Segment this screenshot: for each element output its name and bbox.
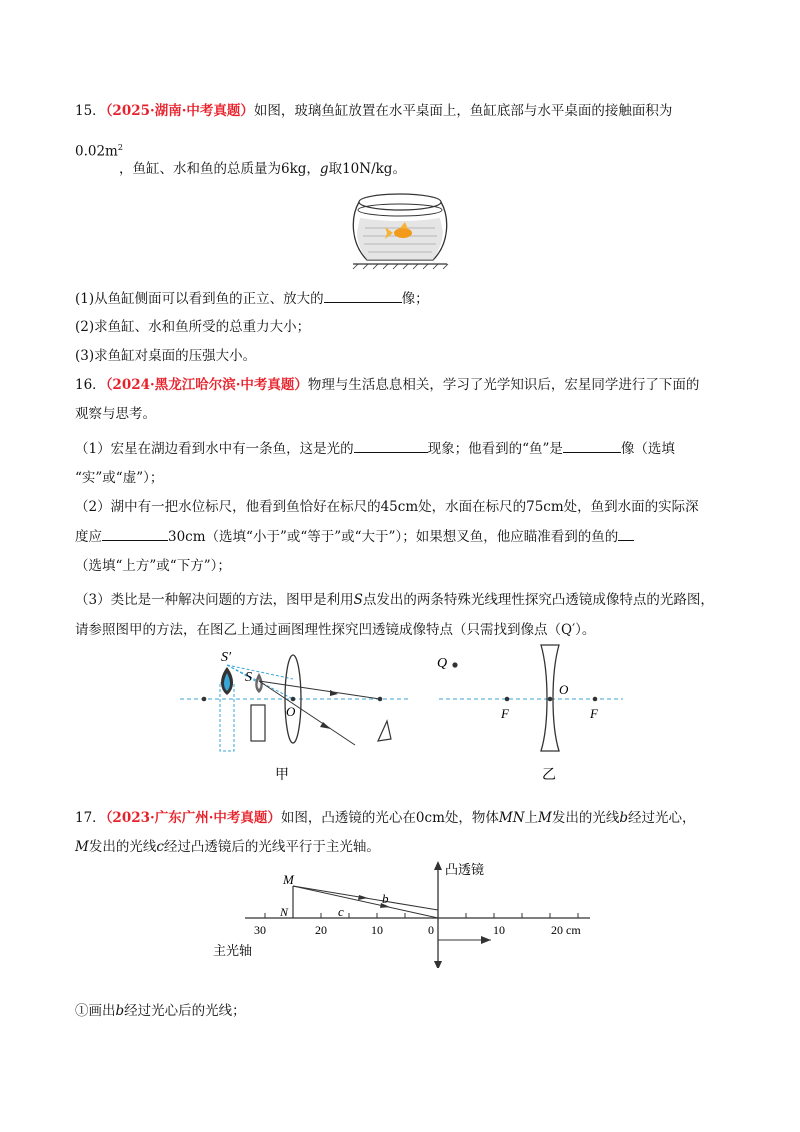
q16-source: （2024·黑龙江哈尔滨·中考真题） bbox=[105, 377, 308, 393]
q17-sub1: ①画出b经过光心后的光线； bbox=[75, 1003, 246, 1019]
q15-source: （2025·湖南·中考真题） bbox=[105, 103, 254, 119]
label-m: M bbox=[283, 872, 294, 887]
eye-icon bbox=[378, 721, 391, 741]
q15-number: 15． bbox=[75, 103, 106, 119]
caption-jia: 甲 bbox=[275, 768, 289, 783]
q15-text1: 如图，玻璃鱼缸放置在水平桌面上，鱼缸底部与水平桌面的接触面积为 bbox=[253, 103, 673, 119]
q16-p3: （3）类比是一种解决问题的方法，图甲是利用S点发出的两条特殊光线理性探究凸透镜成像特点的光路图， bbox=[75, 592, 714, 608]
label-c: c bbox=[338, 904, 344, 919]
q15-line1 bbox=[75, 99, 672, 119]
tick-0: 0 bbox=[428, 923, 434, 937]
blank-5[interactable] bbox=[618, 527, 634, 542]
q16-p3-cont: 请参照图甲的方法，在图乙上通过画图理性探究凹透镜成像特点（只需找到像点（Q′）。 bbox=[75, 622, 596, 638]
tick-20-left: 20 bbox=[315, 923, 327, 937]
label-s-prime: S′ bbox=[221, 650, 232, 665]
blank-3[interactable] bbox=[563, 439, 621, 454]
q16-p1: （1）宏星在湖边看到水中有一条鱼，这是光的 现象；他看到的“鱼”是 像（选填 bbox=[75, 437, 675, 457]
label-f-right: F bbox=[590, 706, 598, 721]
caption-yi: 乙 bbox=[542, 768, 556, 783]
q15-sub1: (1)从鱼缸侧面可以看到鱼的正立、放大的 像； bbox=[75, 287, 429, 307]
fish-icon bbox=[394, 228, 412, 238]
blank-4[interactable] bbox=[102, 527, 168, 542]
q15-area-sup: 2 bbox=[117, 143, 123, 152]
q16-p2-cont2: （选填“上方”或“下方”）； bbox=[75, 558, 231, 574]
tick-10-right: 10 bbox=[493, 923, 505, 937]
tick-20-right: 20 cm bbox=[551, 923, 581, 937]
figure-jia-convex-lens bbox=[175, 643, 415, 788]
tick-30: 30 bbox=[254, 923, 266, 937]
label-o-yi: O bbox=[559, 682, 569, 697]
axis-label: 主光轴 bbox=[213, 943, 253, 958]
label-b: b bbox=[382, 891, 389, 906]
figure-yi-concave-lens bbox=[433, 643, 633, 788]
label-s: S bbox=[245, 670, 252, 685]
q17-source: （2023·广东广州·中考真题） bbox=[105, 810, 281, 826]
q17-line2: M发出的光线c经过凸透镜后的光线平行于主光轴。 bbox=[75, 839, 380, 855]
q16-p1-cont: “实”或“虚”）； bbox=[75, 470, 164, 486]
q16-p2: （2）湖中有一把水位标尺，他看到鱼恰好在标尺的45cm处，水面在标尺的75cm处，鱼到水面的实际深 bbox=[75, 499, 699, 515]
fish-tank-figure bbox=[345, 188, 455, 270]
q15-sub2: (2)求鱼缸、水和鱼所受的总重力大小； bbox=[75, 319, 311, 335]
q16-p2-cont: 度应 30cm（选填“小于”或“等于”或“大于”）；如果想叉鱼，他应瞄准看到的鱼的 bbox=[75, 525, 634, 545]
figure-q17-convex-lens bbox=[205, 858, 610, 968]
q16-line2: 观察与思考。 bbox=[75, 406, 156, 422]
blank-2[interactable] bbox=[354, 439, 428, 454]
q17-line1: 17．（2023·广东广州·中考真题）如图，凸透镜的光心在0cm处，物体MN上M发出的光线b经过光心， bbox=[75, 810, 696, 826]
q15-area: $0.02m^2$ bbox=[75, 143, 123, 160]
q16-line1: 16．（2024·黑龙江哈尔滨·中考真题）物理与生活息息相关，学习了光学知识后，宏星同学进行了下面的 bbox=[75, 377, 700, 393]
label-f-left: F bbox=[501, 706, 509, 721]
label-q: Q bbox=[437, 656, 448, 671]
label-o-jia: O bbox=[286, 704, 296, 719]
lens-label: 凸透镜 bbox=[445, 862, 485, 877]
q15-sub3: (3)求鱼缸对桌面的压强大小。 bbox=[75, 348, 257, 364]
blank-1[interactable] bbox=[324, 289, 402, 304]
label-n: N bbox=[280, 905, 289, 919]
tick-10-left: 10 bbox=[371, 923, 383, 937]
q15-line2: ，鱼缸、水和鱼的总质量为6kg，g取10N/kg。 bbox=[119, 161, 406, 177]
